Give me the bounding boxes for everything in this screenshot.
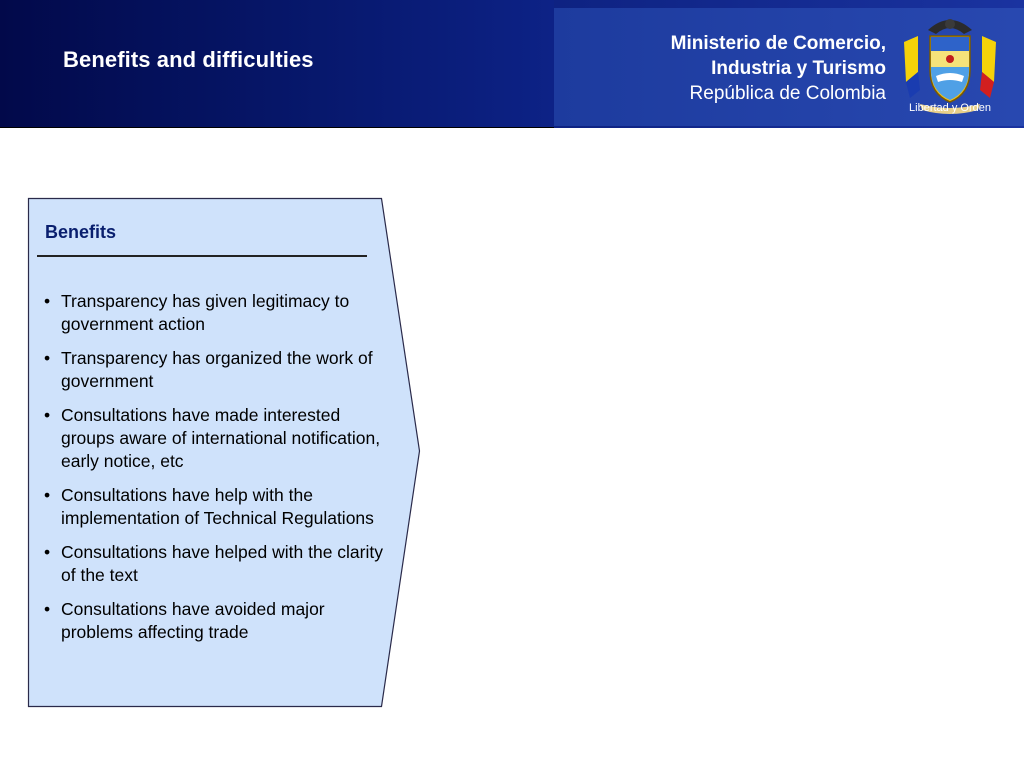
list-item xyxy=(44,484,392,530)
bullet-icon: • xyxy=(44,485,51,505)
bullet-icon: • xyxy=(44,348,51,368)
list-item-text: Consultations have help with the implementation of Technical Regulations xyxy=(61,485,374,528)
list-item xyxy=(44,598,392,644)
page-title: Benefits and difficulties xyxy=(63,47,314,72)
heading-divider xyxy=(37,255,367,257)
ministry-name xyxy=(671,31,886,106)
list-item-text: Consultations have avoided major problems affecting trade xyxy=(61,599,325,642)
bullet-icon: • xyxy=(44,405,51,425)
ministry-line-1: Ministerio de Comercio, xyxy=(670,33,886,54)
list-item-text: Consultations have helped with the clarity of the text xyxy=(61,542,383,585)
list-item xyxy=(44,290,392,336)
list-item-text: Transparency has organized the work of government xyxy=(61,348,373,391)
motto-text: Libertad y Orden xyxy=(909,102,991,114)
header-banner xyxy=(0,0,1024,128)
bullet-icon: • xyxy=(44,542,51,562)
list-item-text: Transparency has given legitimacy to government action xyxy=(61,291,350,334)
list-item xyxy=(44,404,392,473)
list-item xyxy=(44,347,392,393)
bullet-icon: • xyxy=(44,291,51,311)
benefits-heading: Benefits xyxy=(45,222,117,242)
bullet-icon: • xyxy=(44,599,51,619)
list-item xyxy=(44,541,392,587)
ministry-line-2: Industria y Turismo xyxy=(711,58,886,79)
benefits-list xyxy=(44,290,392,655)
ministry-line-3: República de Colombia xyxy=(689,83,886,104)
list-item-text: Consultations have made interested groups aware of international notification, early notice, etc xyxy=(61,405,381,471)
